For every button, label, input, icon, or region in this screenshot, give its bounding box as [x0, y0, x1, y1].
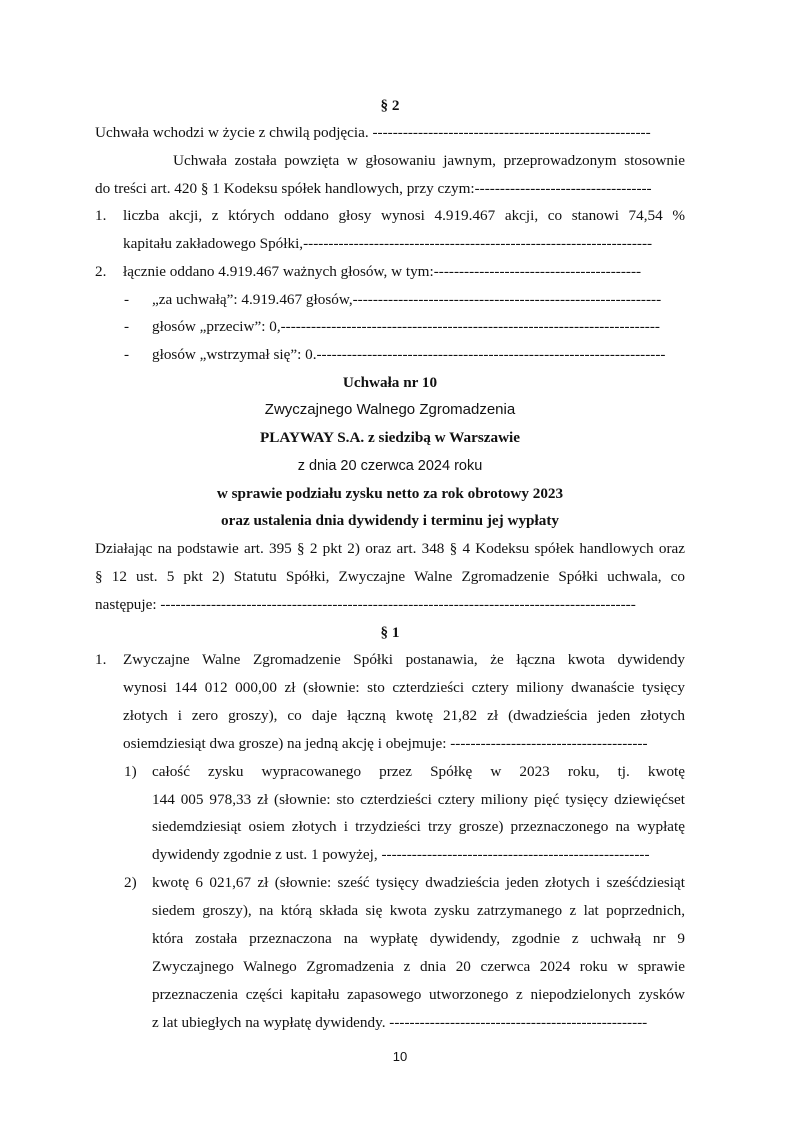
- paragraph-line: do treści art. 420 § 1 Kodeksu spółek handlowych, przy czym:-----------------------------------: [95, 180, 652, 197]
- list-item-line: kwotę 6 021,67 zł (słownie: sześć tysięcy dwadzieścia jeden złotych i sześćdziesiąt: [152, 874, 685, 891]
- list-item-line: z lat ubiegłych na wypłatę dywidendy. ---------------------------------------------------: [152, 1014, 648, 1031]
- list-item-line: dywidendy zgodnie z ust. 1 powyżej, -----------------------------------------------------: [152, 846, 650, 863]
- resolution-title: Zwyczajnego Walnego Zgromadzenia: [264, 401, 516, 418]
- resolution-title: w sprawie podziału zysku netto za rok obrotowy 2023: [216, 485, 564, 502]
- list-item-line: która została przeznaczona na wypłatę dywidendy, zgodnie z uchwałą nr 9: [152, 930, 685, 947]
- list-number: 2): [124, 874, 137, 891]
- section-heading: § 1: [380, 624, 400, 641]
- list-number: 2.: [95, 263, 107, 280]
- paragraph-line: Uchwała została powzięta w głosowaniu jawnym, przeprowadzonym stosownie: [173, 152, 685, 169]
- list-dash: -: [124, 318, 130, 335]
- list-item-line: całość zysku wypracowanego przez Spółkę w 2023 roku, tj. kwotę: [152, 763, 685, 780]
- list-item-line: Zwyczajnego Walnego Zgromadzenia z dnia 20 czerwca 2024 roku w sprawie: [152, 958, 685, 975]
- vote-line: głosów „wstrzymał się”: 0.---------------------------------------------------------------------: [152, 346, 666, 363]
- list-item-line: Zwyczajne Walne Zgromadzenie Spółki postanawia, że łączna kwota dywidendy: [123, 651, 685, 668]
- vote-line: głosów „przeciw”: 0,---------------------------------------------------------------------------: [152, 318, 660, 335]
- paragraph-line: § 12 ust. 5 pkt 2) Statutu Spółki, Zwyczajne Walne Zgromadzenie Spółki uchwala, co: [95, 568, 685, 585]
- list-item-line: liczba akcji, z których oddano głosy wynosi 4.919.467 akcji, co stanowi 74,54 %: [123, 207, 685, 224]
- vote-line: „za uchwałą”: 4.919.467 głosów,-------------------------------------------------------------: [152, 291, 662, 308]
- list-item-line: złotych i zero groszy), co daje łączną kwotę 21,82 zł (dwadzieścia jeden złotych: [123, 707, 685, 724]
- list-item-line: siedemdziesiąt osiem złotych i trzydzieści trzy grosze) przeznaczonego na wypłatę: [152, 818, 685, 835]
- list-item-line: łącznie oddano 4.919.467 ważnych głosów, w tym:-----------------------------------------: [123, 263, 642, 280]
- list-item-line: przeznaczenia części kapitału zapasowego utworzonego z niepodzielonych zysków: [152, 986, 685, 1003]
- list-number: 1.: [95, 207, 107, 224]
- resolution-title: z dnia 20 czerwca 2024 roku: [297, 458, 483, 474]
- list-dash: -: [124, 291, 130, 308]
- list-item-line: kapitału zakładowego Spółki,---------------------------------------------------------------------: [123, 235, 653, 252]
- list-item-line: siedem groszy), na którą składa się kwota zysku zatrzymanego z lat poprzednich,: [152, 902, 685, 919]
- list-number: 1.: [95, 651, 107, 668]
- paragraph-line: Działając na podstawie art. 395 § 2 pkt 2) oraz art. 348 § 4 Kodeksu spółek handlowych oraz: [95, 540, 685, 557]
- resolution-title: Uchwała nr 10: [342, 374, 438, 391]
- list-number: 1): [124, 763, 137, 780]
- section-heading: § 2: [380, 97, 400, 114]
- paragraph-line: Uchwała wchodzi w życie z chwilą podjęcia. -------------------------------------------------------: [95, 124, 651, 141]
- page-number: 10: [392, 1049, 408, 1064]
- resolution-title: PLAYWAY S.A. z siedzibą w Warszawie: [259, 429, 521, 446]
- paragraph-line: następuje: ----------------------------------------------------------------------------------------------: [95, 596, 636, 613]
- list-item-line: osiemdziesiąt dwa grosze) na jedną akcję i obejmuje: ---------------------------------------: [123, 735, 648, 752]
- resolution-title: oraz ustalenia dnia dywidendy i terminu jej wypłaty: [221, 512, 559, 529]
- list-dash: -: [124, 346, 130, 363]
- list-item-line: wynosi 144 012 000,00 zł (słownie: sto czterdzieści cztery miliony dwanaście tysięcy: [123, 679, 685, 696]
- list-item-line: 144 005 978,33 zł (słownie: sto czterdzieści cztery miliony pięć tysięcy dziewięćset: [152, 791, 685, 808]
